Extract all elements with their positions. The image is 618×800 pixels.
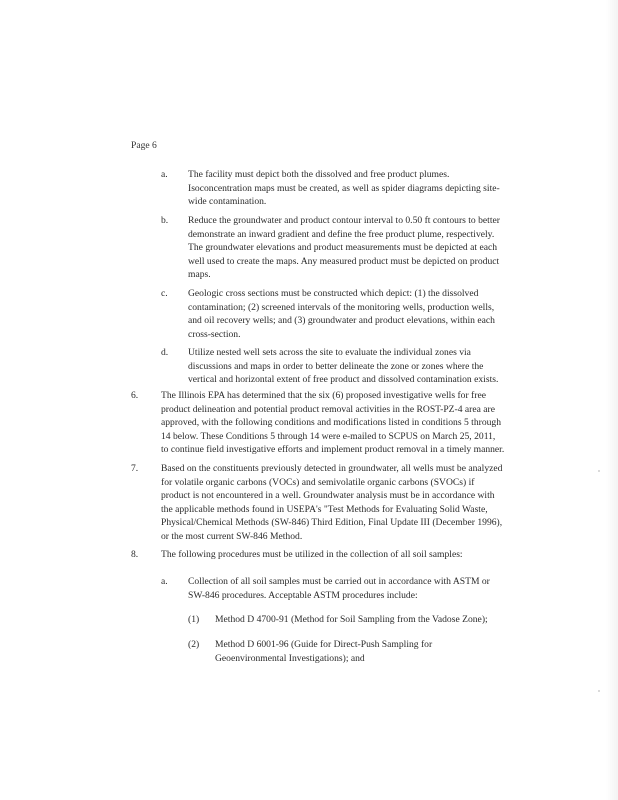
text-line: The facility must depict both the dissolved and free product plumes. bbox=[188, 169, 450, 180]
scan-speck bbox=[598, 470, 600, 472]
item-marker-d: d. bbox=[161, 347, 169, 358]
item-marker-b: b. bbox=[161, 215, 169, 226]
text-line: Based on the constituents previously detected in groundwater, all wells must be analyzed bbox=[161, 463, 503, 474]
text-line: Physical/Chemical Methods (SW-846) Third Edition, Final Update III (December 1996), bbox=[161, 517, 503, 529]
paragraph-item-6 bbox=[161, 389, 504, 457]
paragraph-item-d bbox=[188, 346, 498, 387]
paragraph-item-7 bbox=[161, 462, 502, 544]
text-line: for volatile organic carbons (VOCs) and semivolatile organic carbons (SVOCs) if bbox=[161, 476, 475, 488]
item-marker-a: a. bbox=[161, 169, 168, 180]
text-line: SW-846 procedures. Acceptable ASTM procedures include: bbox=[188, 589, 418, 601]
paragraph-item-c bbox=[188, 287, 495, 341]
paragraph-item-b bbox=[188, 214, 500, 282]
item-marker-c: c. bbox=[161, 288, 168, 299]
text-line: Method D 4700-91 (Method for Soil Sampling from the Vadose Zone); bbox=[215, 614, 488, 625]
text-line: Isoconcentration maps must be created, as well as spider diagrams depicting site- bbox=[188, 182, 500, 194]
paragraph-item-8 bbox=[161, 548, 463, 562]
text-line: product is not encountered in a well. Groundwater analysis must be in accordance with bbox=[161, 490, 495, 502]
text-line: Method D 6001-96 (Guide for Direct-Push Sampling for bbox=[215, 639, 433, 650]
text-line: The groundwater elevations and product measurements must be depicted at each bbox=[188, 242, 498, 254]
text-line: contamination; (2) screened intervals of the monitoring wells, production wells, bbox=[188, 301, 495, 313]
text-line: well used to create the maps. Any measured product must be depicted on product bbox=[188, 255, 500, 267]
scan-speck bbox=[598, 690, 600, 692]
text-line: approved, with the following conditions and modifications listed in conditions 5 through bbox=[161, 417, 502, 429]
text-line: Collection of all soil samples must be carried out in accordance with ASTM or bbox=[188, 576, 490, 587]
item-marker-sub2: (2) bbox=[188, 639, 200, 650]
paragraph-item-a bbox=[188, 168, 500, 209]
text-line: or the most current SW-846 Method. bbox=[161, 530, 303, 542]
scan-edge-shadow bbox=[606, 0, 618, 800]
text-line: product delineation and potential product removal activities in the ROST-PZ-4 area are bbox=[161, 403, 495, 415]
item-marker-6: 6. bbox=[131, 390, 139, 401]
item-marker-8: 8. bbox=[131, 549, 139, 560]
paragraph-item-sub2 bbox=[215, 638, 432, 665]
text-line: Reduce the groundwater and product contour interval to 0.50 ft contours to better bbox=[188, 215, 500, 226]
text-line: Geologic cross sections must be constructed which depict: (1) the dissolved bbox=[188, 288, 479, 299]
text-line: Utilize nested well sets across the site to evaluate the individual zones via bbox=[188, 347, 471, 358]
text-line: to continue field investigative efforts and implement product removal in a timely manner. bbox=[161, 444, 505, 456]
text-line: wide contamination. bbox=[188, 196, 267, 208]
page-number-label: Page 6 bbox=[131, 140, 157, 151]
item-marker-7: 7. bbox=[131, 463, 139, 474]
text-line: Geoenvironmental Investigations); and bbox=[215, 652, 365, 664]
text-line: cross-section. bbox=[188, 328, 241, 340]
text-line: the applicable methods found in USEPA's "Test Methods for Evaluating Solid Waste, bbox=[161, 503, 488, 515]
text-line: vertical and horizontal extent of free product and dissolved contamination exists. bbox=[188, 374, 499, 386]
text-line: maps. bbox=[188, 269, 211, 281]
text-line: The following procedures must be utilized in the collection of all soil samples: bbox=[161, 549, 463, 560]
text-line: demonstrate an inward gradient and define the free product plume, respectively. bbox=[188, 228, 495, 240]
text-line: 14 below. These Conditions 5 through 14 were e-mailed to SCPUS on March 25, 2011, bbox=[161, 430, 496, 442]
text-line: The Illinois EPA has determined that the six (6) proposed investigative wells for free bbox=[161, 390, 486, 401]
paragraph-item-sub1 bbox=[215, 613, 488, 627]
paragraph-item-8a bbox=[188, 575, 490, 602]
text-line: and oil recovery wells; and (3) groundwater and product elevations, within each bbox=[188, 315, 495, 327]
item-marker-8a: a. bbox=[161, 576, 168, 587]
item-marker-sub1: (1) bbox=[188, 614, 200, 625]
text-line: discussions and maps in order to better delineate the zone or zones where the bbox=[188, 360, 484, 372]
